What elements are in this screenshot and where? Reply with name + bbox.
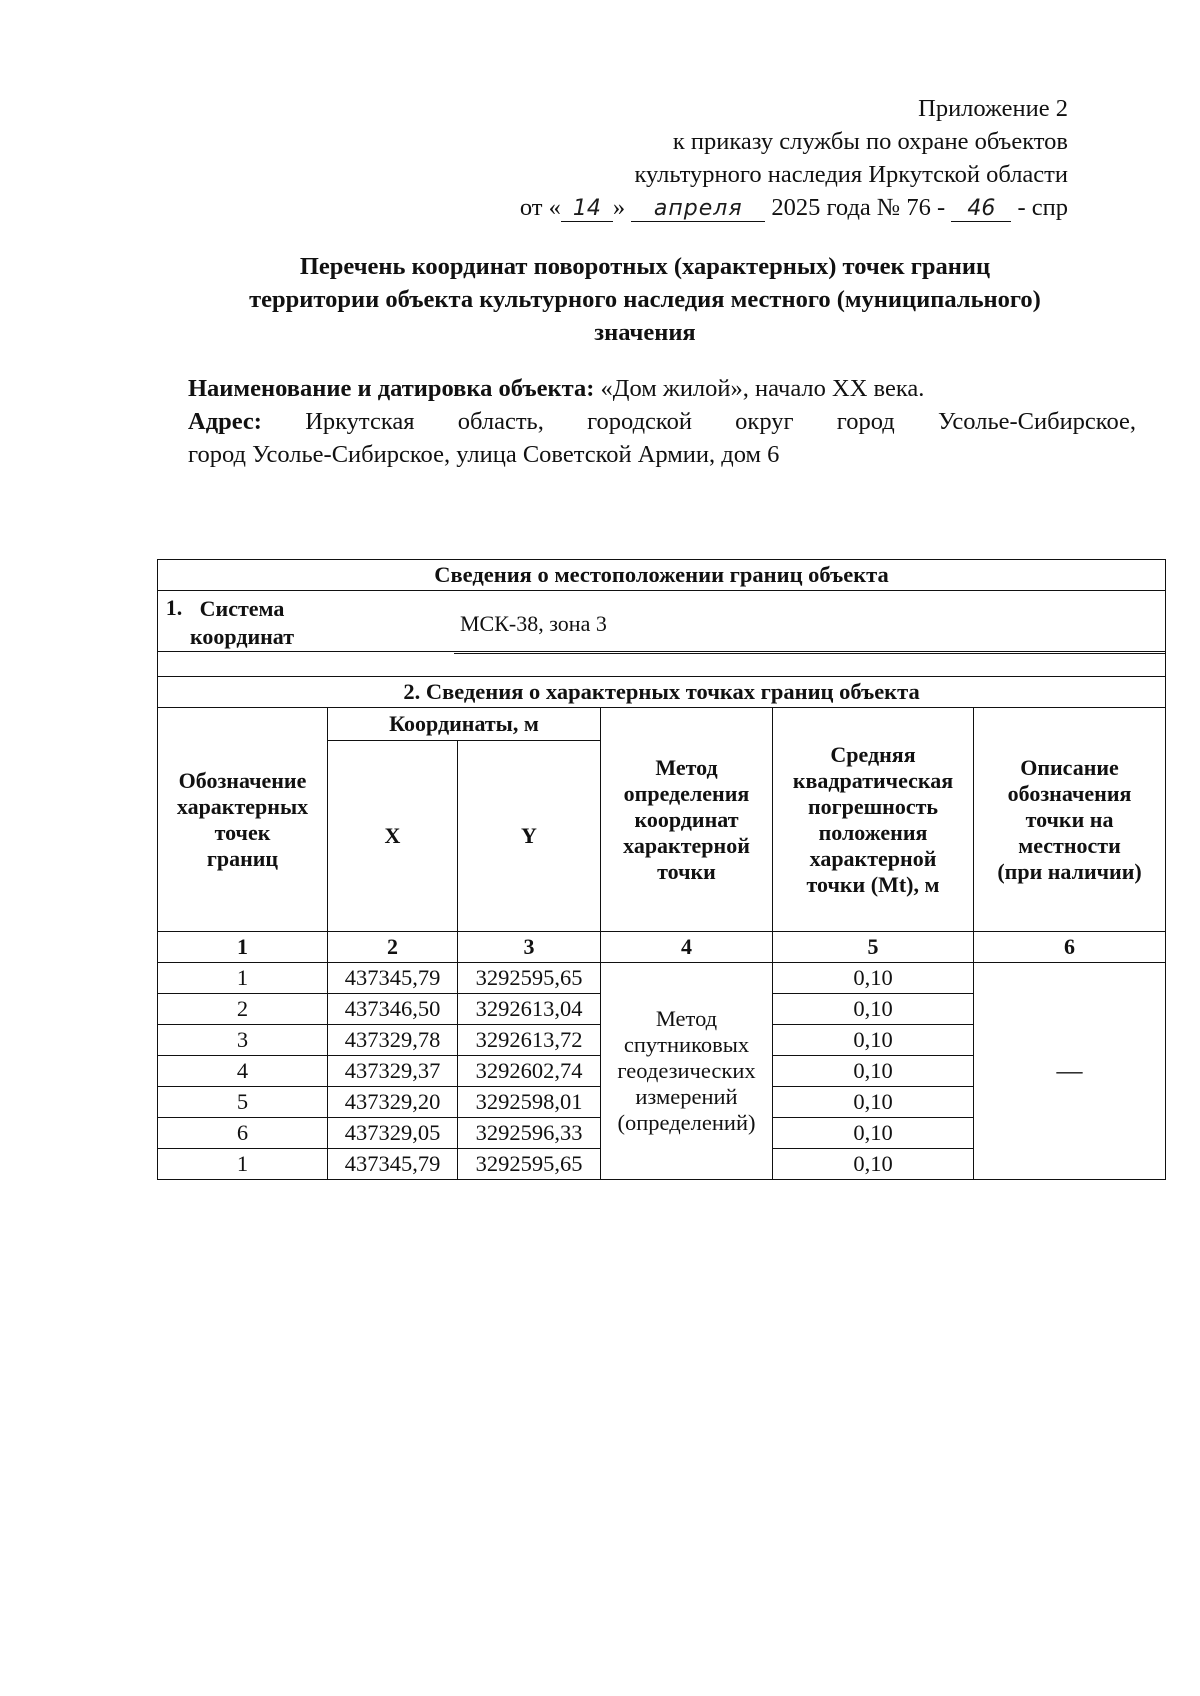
system-label-line-1: Система [199,596,285,621]
system-number: 1. [165,595,183,620]
object-address-label: Адрес: [188,408,262,435]
header-error-line: квадратическая [792,767,954,793]
header-coordinates: Координаты, м [328,708,601,741]
y-cell: 3292595,65 [458,963,601,994]
appendix-title: Приложение 2 [918,95,1068,122]
coordinate-system-row [158,591,1166,652]
object-address-row [188,405,1136,438]
header-x: X [328,741,458,932]
header-error [773,708,974,932]
header-method-line: определения [623,780,750,806]
header-error-line: характерной [809,845,937,871]
point-cell: 4 [158,1056,328,1087]
title-line-1: Перечень координат поворотных (характерных) точек границ [299,253,991,280]
x-cell: 437329,37 [328,1056,458,1087]
x-cell: 437329,78 [328,1025,458,1056]
coordinates-table [157,559,1166,1180]
section-1-title: Сведения о местоположении границ объекта [158,560,1166,591]
x-cell: 437345,79 [328,963,458,994]
title-line-3: значения [594,319,696,346]
point-cell: 5 [158,1087,328,1118]
header-method [601,708,773,932]
y-cell: 3292613,04 [458,994,601,1025]
appendix-agency: культурного наследия Иркутской области [634,161,1068,188]
system-label-line-2: координат [190,624,295,649]
y-cell: 3292602,74 [458,1056,601,1087]
order-suffix: - спр [1017,194,1068,221]
table-row [158,963,1166,994]
document-title [150,250,1140,349]
blank-row [158,652,1166,677]
point-cell: 3 [158,1025,328,1056]
header-method-line: характерной [623,832,750,858]
column-number: 6 [974,932,1166,963]
column-number: 5 [773,932,974,963]
error-cell: 0,10 [773,1056,974,1087]
handwritten-day: 14 [561,197,613,222]
header-y: Y [458,741,601,932]
date-separator: » [612,194,626,221]
header-method-line: координат [634,806,739,832]
x-cell: 437346,50 [328,994,458,1025]
header-method-line: Метод [655,754,718,780]
header-desc-line: точки на [1025,806,1114,832]
appendix-date-line [520,191,1068,224]
header-desc-line: обозначения [1007,780,1132,806]
method-line: геодезических [617,1058,756,1083]
error-cell: 0,10 [773,1118,974,1149]
coordinate-system-value: МСК-38, зона 3 [460,611,607,636]
point-cell: 6 [158,1118,328,1149]
description-cell: — [974,963,1166,1180]
y-cell: 3292598,01 [458,1087,601,1118]
header-desc-line: Описание [1020,754,1119,780]
header-error-line: погрешность [807,793,939,819]
object-address-line-2: город Усолье-Сибирское, улица Советской Армии, дом 6 [188,441,780,468]
title-line-2: территории объекта культурного наследия местного (муниципального) [249,286,1041,313]
handwritten-month: апреля [631,197,765,222]
object-info [188,372,1136,471]
object-name-value: «Дом жилой», начало XX века. [600,375,925,402]
y-cell: 3292613,72 [458,1025,601,1056]
error-cell: 0,10 [773,1087,974,1118]
error-cell: 0,10 [773,1149,974,1180]
header-point-designation [158,708,328,932]
section-2-title: 2. Сведения о характерных точках границ объекта [158,677,1166,708]
object-name-label: Наименование и датировка объекта: [188,375,595,402]
system-label [190,591,294,651]
appendix-header [520,92,1068,224]
column-number: 1 [158,932,328,963]
error-cell: 0,10 [773,1025,974,1056]
coordinate-system-underline [454,653,1165,654]
header-desc-line: местности [1018,832,1121,858]
header-error-line: положения [818,819,928,845]
header-point-line: точек [214,819,271,845]
method-line: (определений) [617,1110,756,1135]
date-prefix: от « [519,194,561,221]
handwritten-order-number: 46 [951,197,1011,222]
method-line: измерений [635,1084,738,1109]
point-cell: 1 [158,963,328,994]
object-address-line-1: Иркутская область, городской округ город Усолье-Сибирское, [305,408,1137,435]
x-cell: 437329,05 [328,1118,458,1149]
y-cell: 3292596,33 [458,1118,601,1149]
method-cell [601,963,773,1180]
header-point-line: границ [206,845,279,871]
error-cell: 0,10 [773,994,974,1025]
column-number: 2 [328,932,458,963]
header-error-line: Средняя [830,741,916,767]
x-cell: 437345,79 [328,1149,458,1180]
header-point-line: Обозначение [178,767,307,793]
point-cell: 2 [158,994,328,1025]
appendix-order-ref: к приказу службы по охране объектов [672,128,1068,155]
header-desc-line: (при наличии) [997,858,1142,884]
header-description [974,708,1166,932]
header-point-line: характерных [176,793,309,819]
header-method-line: точки [657,858,716,884]
point-cell: 1 [158,1149,328,1180]
y-cell: 3292595,65 [458,1149,601,1180]
method-line: Метод [655,1006,718,1031]
object-name-row [188,372,1136,405]
column-number: 4 [601,932,773,963]
method-line: спутниковых [623,1032,750,1057]
x-cell: 437329,20 [328,1087,458,1118]
column-number: 3 [458,932,601,963]
date-year-text: 2025 года № 76 - [771,194,946,221]
error-cell: 0,10 [773,963,974,994]
header-error-line: точки (Mt), м [806,871,940,897]
